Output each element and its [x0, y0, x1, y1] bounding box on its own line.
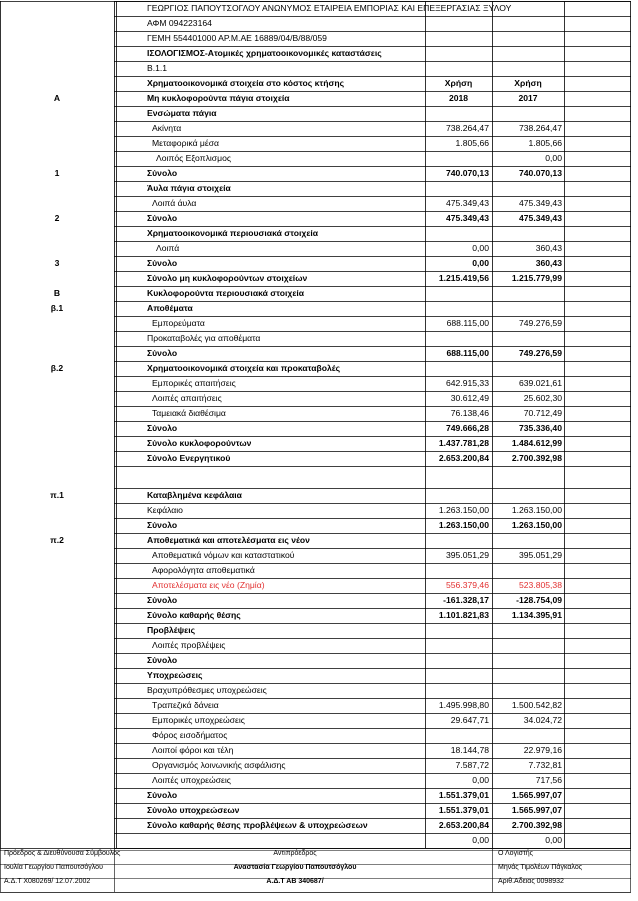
value-2017: 70.712,49 [523, 408, 562, 419]
value-2017: 1.500.542,82 [511, 700, 562, 711]
value-2017: 25.602,30 [523, 393, 562, 404]
value-2018: 0,00 [472, 258, 489, 269]
signature-right: Μηνάς Τιμολέων Πάγκαλος [498, 864, 583, 871]
value-2018: 0,00 [472, 775, 489, 786]
value-2018: 2.653.200,84 [438, 820, 489, 831]
value-2018: 1.215.419,56 [438, 273, 489, 284]
value-2018: 18.144,78 [450, 745, 489, 756]
row-label: Εμπορικές απαιτήσεις [152, 378, 236, 389]
section-code: Α [53, 93, 61, 104]
row-label: Τραπεζικά δάνεια [152, 700, 219, 711]
value-2017: 1.565.997,07 [511, 790, 562, 801]
value-2018: 1.805,66 [455, 138, 489, 149]
row-label: Σύνολο [147, 520, 178, 531]
row-label: Εμπορεύματα [152, 318, 205, 329]
row-label: Μεταφορικά μέσα [152, 138, 219, 149]
row-label: Αφορολόγητα αποθεματικά [152, 565, 255, 576]
header-text: ΑΦΜ 094223164 [147, 18, 212, 29]
signature-left: Α.Δ.Τ Χ080269/ 12.07.2002 [4, 878, 91, 885]
row-label: Χρηματοοικονομικά στοιχεία και προκαταβολές [147, 363, 341, 374]
row-label: Λοιπά [156, 243, 180, 254]
value-2018: 1.101.821,83 [438, 610, 489, 621]
row-label: Άυλα πάγια στοιχεία [147, 183, 231, 194]
signature-left: Πρόεδρος & Διευθύνουσα Σύμβουλος [4, 850, 121, 857]
row-label: Βραχυπρόθεσμες υποχρεώσεις [147, 685, 267, 696]
value-2018: 688.115,00 [446, 348, 489, 359]
signature-right: Αριθ.Αδειας 0098932 [498, 878, 564, 885]
value-2017: 639.021,61 [518, 378, 562, 389]
row-label: Λοιπές υποχρεώσεις [152, 775, 231, 786]
row-code: β.2 [50, 363, 64, 374]
value-2017: 475.349,43 [518, 198, 562, 209]
value-2018: 7.587,72 [455, 760, 489, 771]
value-2017: 749.276,59 [518, 348, 562, 359]
row-label: Κεφάλαιο [147, 505, 183, 516]
signature-center: Αντιπρόεδρος [273, 850, 317, 857]
row-label: Σύνολο [147, 595, 178, 606]
row-label: Χρηματοοικονομικά περιουσιακά στοιχεία [147, 228, 319, 239]
row-label: Σύνολο [147, 655, 178, 666]
value-2017: 34.024,72 [523, 715, 562, 726]
value-2017: 1.263.150,00 [511, 505, 562, 516]
value-2017: 1.134.395,91 [511, 610, 562, 621]
value-2017: 740.070,13 [518, 168, 562, 179]
value-2018: 0,00 [472, 243, 489, 254]
header-text: ΙΣΟΛΟΓΙΣΜΟΣ-Ατομικές χρηματοοικονομικές καταστάσεις [147, 48, 382, 59]
value-2018: 29.647,71 [450, 715, 489, 726]
row-label: Σύνολο [147, 423, 178, 434]
value-2018: 1.551.379,01 [438, 805, 489, 816]
column-header-2018-top: Χρήση [444, 78, 473, 89]
row-code: 1 [54, 168, 60, 179]
row-label: Σύνολο μη κυκλοφορούντων στοιχείων [147, 273, 308, 284]
value-2018: 475.349,43 [445, 213, 489, 224]
value-2018: 30.612,49 [450, 393, 489, 404]
row-label: Λοιποί φόροι και τέλη [152, 745, 234, 756]
header-text: Β.1.1 [147, 63, 168, 74]
row-label: Υποχρεώσεις [147, 670, 203, 681]
row-label: Φόρος εισοδήματος [152, 730, 228, 741]
value-2017: 738.264,47 [518, 123, 562, 134]
row-label: Ταμειακά διαθέσιμα [152, 408, 226, 419]
value-2018: 688.115,00 [446, 318, 489, 329]
value-2018: 2.653.200,84 [438, 453, 489, 464]
value-2018: 475.349,43 [445, 198, 489, 209]
row-label: Σύνολο καθαρής θέσης [147, 610, 241, 621]
value-2018: 642.915,33 [445, 378, 489, 389]
signature-right: Ο Λογιστής [498, 850, 533, 857]
value-2018: 1.551.379,01 [438, 790, 489, 801]
row-label: Λοιπές απαιτήσεις [152, 393, 222, 404]
row-code: π.2 [50, 535, 64, 546]
signature-center: Αναστασία Γεωργίου Παπουτσόγλου [233, 864, 357, 871]
row-code: Β [53, 288, 61, 299]
row-label: Σύνολο [147, 213, 178, 224]
row-label: Προκαταβολές για αποθέματα [147, 333, 261, 344]
value-2017: 2.700.392,98 [511, 453, 562, 464]
value-2017: 0,00 [545, 835, 562, 846]
row-label: Σύνολο [147, 790, 178, 801]
row-label: Λοιπές προβλέψεις [152, 640, 226, 651]
column-header-2018-year: 2018 [448, 93, 469, 104]
value-2017: 360,43 [535, 258, 562, 269]
value-2018: 76.138,46 [450, 408, 489, 419]
value-2018: 1.495.998,80 [438, 700, 489, 711]
row-label: Σύνολο κυκλοφορούντων [147, 438, 252, 449]
value-2017: 523.805,38 [518, 580, 562, 591]
value-2018: 0,00 [472, 835, 489, 846]
value-2017: 360,43 [535, 243, 562, 254]
value-2018: -161.328,17 [443, 595, 489, 606]
value-2018: 738.264,47 [445, 123, 489, 134]
row-label: Αποθεματικά και αποτελέσματα εις νέον [147, 535, 310, 546]
row-label: Αποτελέσματα εις νέο (Ζημία) [152, 580, 265, 591]
row-label: Κυκλοφορούντα περιουσιακά στοιχεία [147, 288, 305, 299]
signature-center: Α.Δ.Τ ΑΒ 340687/ [266, 878, 324, 885]
value-2018: 1.437.781,28 [438, 438, 489, 449]
column-header-2017-top: Χρήση [514, 78, 542, 89]
section-label: Μη κυκλοφορούντα πάγια στοιχεία [147, 93, 290, 104]
value-2017: 7.732,81 [528, 760, 562, 771]
row-label: Προβλέψεις [147, 625, 196, 636]
row-label: Σύνολο Ενεργητικού [147, 453, 231, 464]
row-label: Λοιπά άυλα [152, 198, 197, 209]
row-label: Σύνολο [147, 348, 178, 359]
value-2017: 735.336,40 [518, 423, 562, 434]
value-2018: 740.070,13 [445, 168, 489, 179]
header-text: ΓΕΩΡΓΙΟΣ ΠΑΠΟΥΤΣΟΓΛΟΥ ΑΝΩΝΥΜΟΣ ΕΤΑΙΡΕΙΑ ΕΜΠΟΡΙΑΣ ΚΑΙ ΕΠΕΞΕΡΓΑΣΙΑΣ ΞΥΛΟΥ [147, 3, 512, 14]
row-label: Ακίνητα [152, 123, 182, 134]
value-2018: 749.666,28 [445, 423, 489, 434]
row-label: Εμπορικές υποχρεώσεις [152, 715, 245, 726]
value-2017: 717,56 [535, 775, 562, 786]
row-code: 2 [54, 213, 60, 224]
column-header-label: Χρηματοοικονομικά στοιχεία στο κόστος κτήσης [147, 78, 345, 89]
row-code: π.1 [50, 490, 64, 501]
signature-left: Ιουλία Γεωργίου Παπουτσόγλου [4, 864, 103, 871]
row-label: Σύνολο [147, 168, 178, 179]
header-text: ΓΕΜΗ 554401000 ΑΡ.Μ.ΑΕ 16889/04/Β/88/059 [147, 33, 327, 44]
row-label: Αποθέματα [147, 303, 193, 314]
value-2018: 1.263.150,00 [438, 505, 489, 516]
value-2017: 395.051,29 [518, 550, 562, 561]
value-2017: 1.805,66 [528, 138, 562, 149]
row-code: β.1 [50, 303, 64, 314]
row-label: Λοιπός Εξοπλισμος [156, 153, 231, 164]
row-label: Οργανισμός λοινωνικής ασφάλισης [152, 760, 286, 771]
value-2017: 1.484.612,99 [511, 438, 562, 449]
row-code: 3 [54, 258, 60, 269]
value-2017: 749.276,59 [518, 318, 562, 329]
value-2017: 22.979,16 [523, 745, 562, 756]
value-2018: 1.263.150,00 [438, 520, 489, 531]
row-label: Ενσώματα πάγια [147, 108, 217, 119]
value-2018: 556.379,46 [445, 580, 489, 591]
value-2017: 1.215.779,99 [511, 273, 562, 284]
column-header-2017-year: 2017 [518, 93, 538, 104]
value-2017: 1.263.150,00 [511, 520, 562, 531]
value-2017: -128.754,09 [516, 595, 562, 606]
value-2017: 2.700.392,98 [511, 820, 562, 831]
row-label: Σύνολο υποχρεώσεων [147, 805, 240, 816]
value-2017: 0,00 [545, 153, 562, 164]
value-2017: 1.565.997,07 [511, 805, 562, 816]
row-label: Καταβλημένα κεφάλαια [147, 490, 242, 501]
row-label: Σύνολο [147, 258, 178, 269]
row-label: Σύνολο καθαρής θέσης προβλέψεων & υποχρεώσεων [147, 820, 368, 831]
value-2018: 395.051,29 [445, 550, 489, 561]
value-2017: 475.349,43 [518, 213, 562, 224]
row-label: Αποθεματικά νόμων και καταστατικού [152, 550, 295, 561]
